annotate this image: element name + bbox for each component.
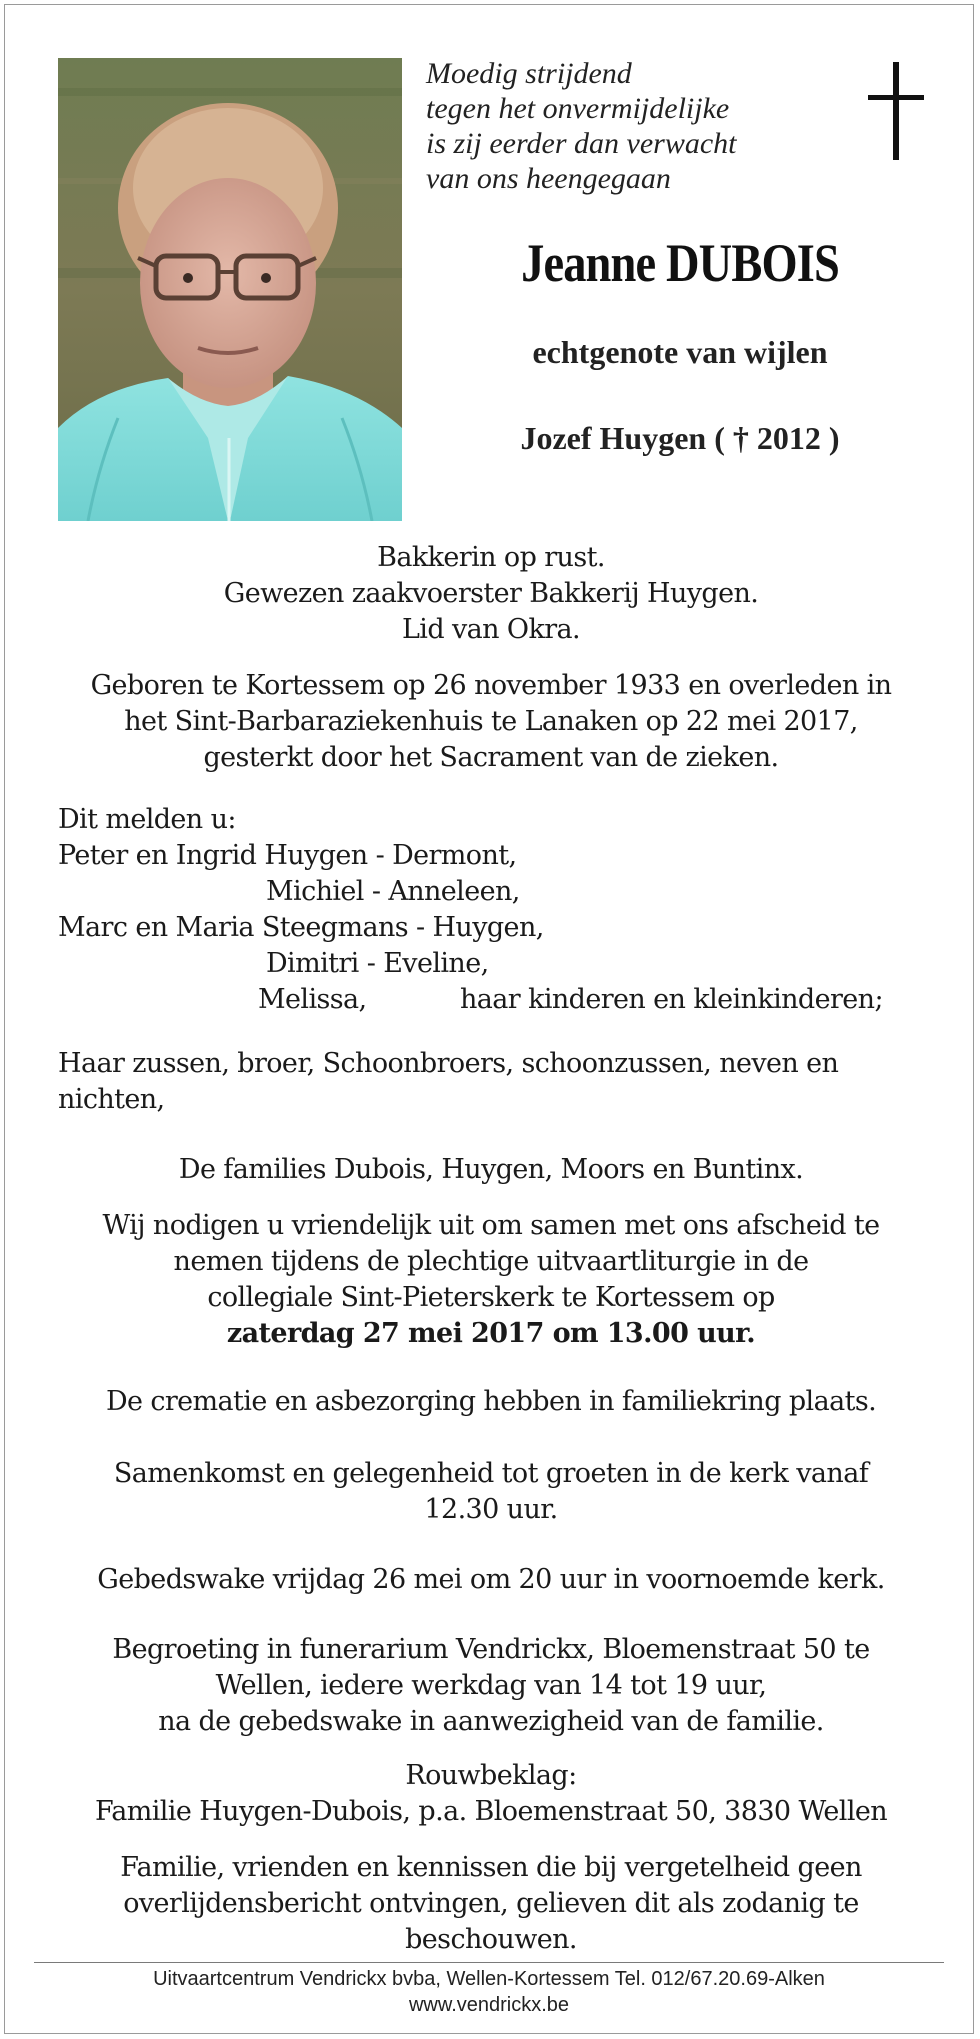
notice-line: beschouwen.: [405, 1924, 577, 1955]
footer: [34, 1966, 944, 2018]
portrait-photo: [58, 58, 402, 521]
motto-line: tegen het onvermijdelijke: [426, 92, 730, 125]
birth-death-line: het Sint-Barbaraziekenhuis te Lanaken op 22 mei 2017,: [124, 706, 858, 737]
condolence-block: [58, 1758, 924, 1830]
spouse-label: echtgenote van wijlen: [532, 334, 828, 370]
birth-death-line: gesterkt door het Sacrament van de zieken.: [203, 742, 779, 773]
notice-block: [58, 1850, 924, 1958]
motto-line: is zij eerder dan verwacht: [426, 127, 737, 160]
birth-death-line: Geboren te Kortessem op 26 november 1933 en overleden in: [90, 670, 892, 701]
relatives-line: nichten,: [58, 1084, 165, 1115]
spouse-name: Jozef Huygen ( † 2012 ): [520, 420, 840, 456]
deceased-name: Jeanne DUBOIS: [521, 233, 839, 293]
family-line: Peter en Ingrid Huygen - Dermont,: [58, 840, 517, 871]
latin-cross-icon: [868, 62, 924, 160]
family-grandchild: Melissa,: [258, 984, 367, 1015]
families-line: De families Dubois, Huygen, Moors en Buntinx.: [178, 1154, 804, 1185]
family-line: [58, 982, 924, 1018]
footer-divider: [34, 1962, 944, 1963]
family-line: Michiel - Anneleen,: [266, 876, 520, 907]
invitation-date: zaterdag 27 mei 2017 om 13.00 uur.: [226, 1318, 756, 1349]
visitation-line: Begroeting in funerarium Vendrickx, Bloemenstraat 50 te: [112, 1634, 870, 1665]
family-line: Dimitri - Eveline,: [266, 948, 489, 979]
invitation-block: [58, 1208, 924, 1352]
visitation-line: na de gebedswake in aanwezigheid van de familie.: [158, 1706, 824, 1737]
family-line: Marc en Maria Steegmans - Huygen,: [58, 912, 544, 943]
motto-line: van ons heengegaan: [426, 162, 671, 195]
relatives-block: [58, 1046, 924, 1118]
gathering-line: 12.30 uur.: [424, 1494, 558, 1525]
relatives-line: Haar zussen, broer, Schoonbroers, schoonzussen, neven en: [58, 1048, 839, 1079]
birth-death-block: [58, 668, 924, 776]
motto: [426, 56, 806, 196]
gathering-block: [58, 1456, 924, 1528]
invitation-line: Wij nodigen u vriendelijk uit om samen met ons afscheid te: [102, 1210, 880, 1241]
family-block: [58, 802, 924, 1018]
condolence-address: Familie Huygen-Dubois, p.a. Bloemenstraat 50, 3830 Wellen: [94, 1796, 888, 1827]
condolence-label: Rouwbeklag:: [405, 1760, 577, 1791]
notice-line: overlijdensbericht ontvingen, gelieven dit als zodanig te: [123, 1888, 859, 1919]
invitation-line: collegiale Sint-Pieterskerk te Kortessem op: [207, 1282, 775, 1313]
notice-line: Familie, vrienden en kennissen die bij vergetelheid geen: [120, 1852, 862, 1883]
announce-intro: Dit melden u:: [58, 804, 236, 835]
visitation-line: Wellen, iedere werkdag van 14 tot 19 uur,: [215, 1670, 767, 1701]
family-summary: haar kinderen en kleinkinderen;: [460, 984, 883, 1015]
visitation-block: [58, 1632, 924, 1740]
vigil-line: Gebedswake vrijdag 26 mei om 20 uur in voornoemde kerk.: [97, 1564, 885, 1595]
cremation-line: De crematie en asbezorging hebben in familiekring plaats.: [105, 1386, 877, 1417]
gathering-line: Samenkomst en gelegenheid tot groeten in de kerk vanaf: [113, 1458, 869, 1489]
roles-block: [58, 540, 924, 648]
motto-line: Moedig strijdend: [426, 57, 632, 90]
role-line: Gewezen zaakvoerster Bakkerij Huygen.: [223, 578, 759, 609]
footer-company: Uitvaartcentrum Vendrickx bvba, Wellen-Kortessem Tel. 012/67.20.69-Alken: [153, 1968, 825, 1990]
role-line: Lid van Okra.: [401, 614, 581, 645]
footer-website-link[interactable]: www.vendrickx.be: [408, 1994, 570, 2016]
invitation-line: nemen tijdens de plechtige uitvaartliturgie in de: [173, 1246, 809, 1277]
role-line: Bakkerin op rust.: [377, 542, 605, 573]
